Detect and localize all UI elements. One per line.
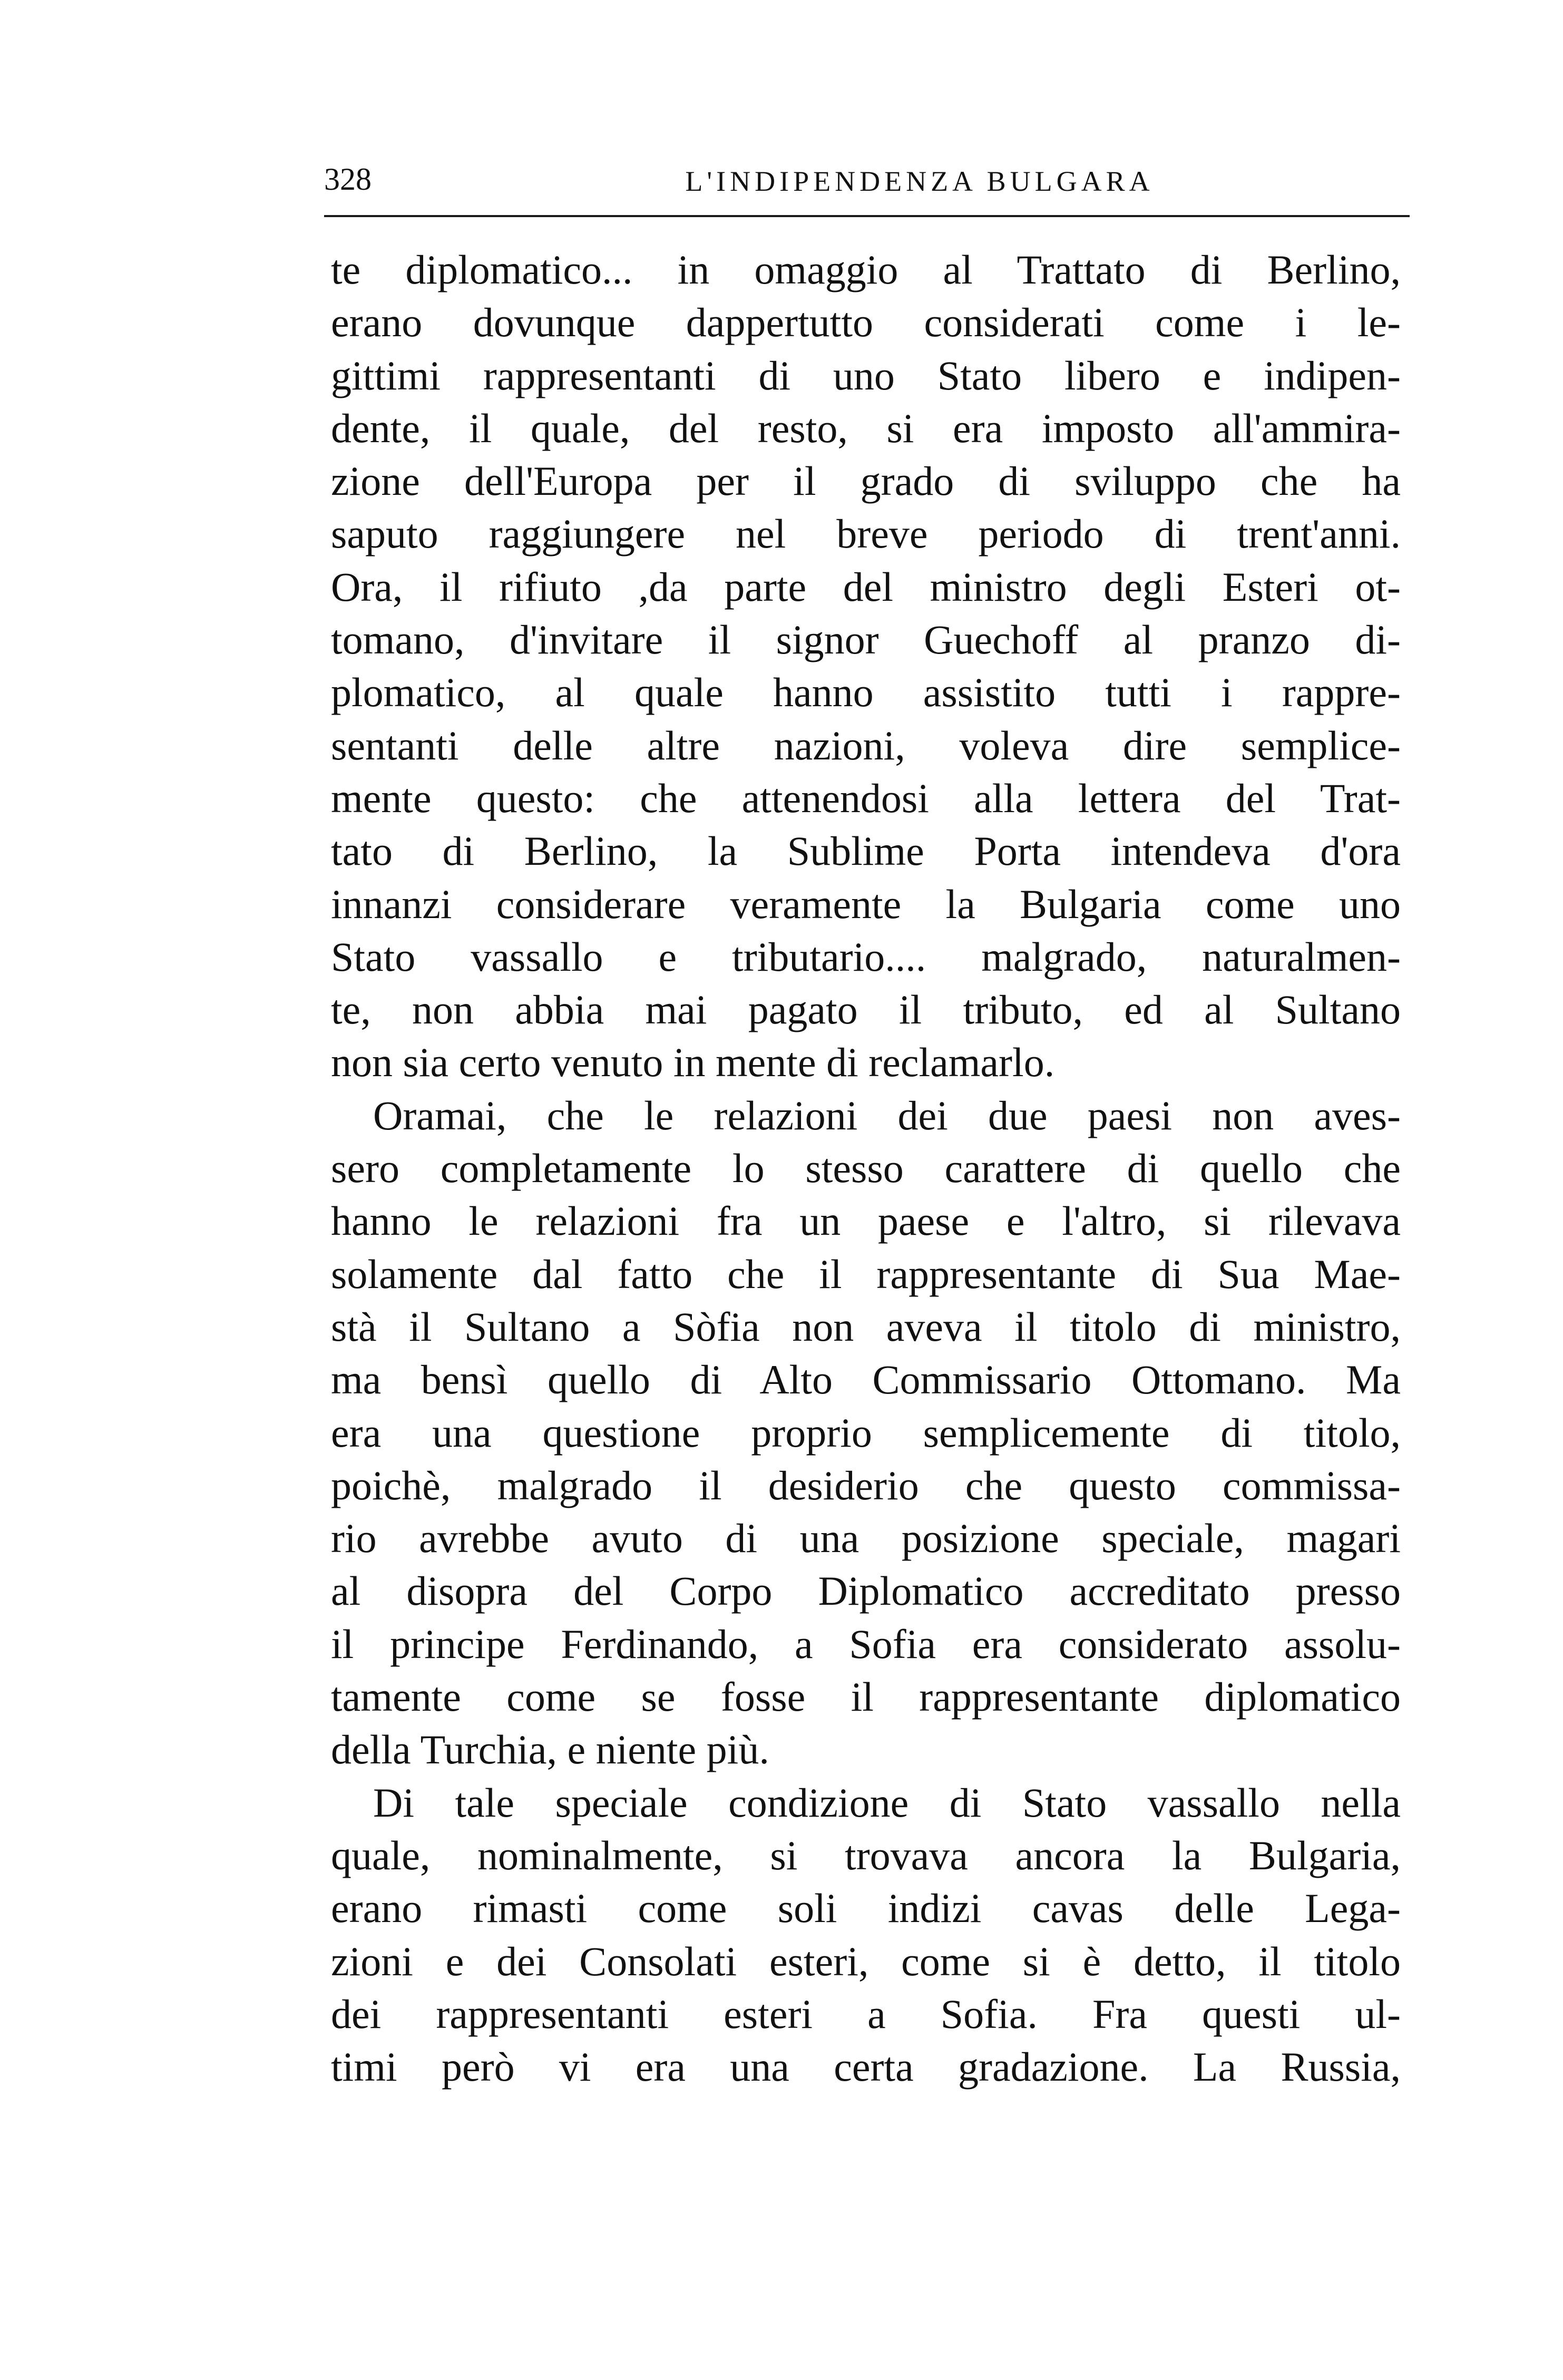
text-line: Ora, il rifiuto ,da parte del ministro degli Esteri ot- (331, 563, 1401, 610)
text-line: plomatico, al quale hanno assistito tutti i rappre- (331, 669, 1401, 716)
text-line: erano dovunque dappertutto considerati come i le- (331, 299, 1401, 346)
text-line: tamente come se fosse il rappresentante diplomatico (331, 1674, 1401, 1720)
text-line: Oramai, che le relazioni dei due paesi non aves- (373, 1092, 1401, 1138)
body-text (331, 243, 1401, 2093)
text-line: il principe Ferdinando, a Sofia era considerato assolu- (331, 1621, 1401, 1667)
text-line: sero completamente lo stesso carattere di quello che (331, 1145, 1401, 1192)
text-line: timi però vi era una certa gradazione. La Russia, (331, 2044, 1401, 2090)
text-line: erano rimasti come soli indizi cavas delle Lega- (331, 1885, 1401, 1932)
text-line: quale, nominalmente, si trovava ancora la Bulgaria, (331, 1832, 1401, 1878)
text-line: ma bensì quello di Alto Commissario Ottomano. Ma (331, 1357, 1401, 1403)
running-title: L'INDIPENDENZA BULGARA (685, 165, 1154, 197)
text-line: solamente dal fatto che il rappresentante di Sua Mae- (331, 1251, 1401, 1297)
text-line: tomano, d'invitare il signor Guechoff al pranzo di- (331, 617, 1401, 663)
text-line: tato di Berlino, la Sublime Porta intendeva d'ora (331, 828, 1401, 874)
text-line: dei rappresentanti esteri a Sofia. Fra questi ul- (331, 1991, 1401, 2037)
text-line: sentanti delle altre nazioni, voleva dire semplice- (331, 722, 1401, 768)
text-line: stà il Sultano a Sòfia non aveva il titolo di ministro, (331, 1303, 1401, 1350)
text-line: saputo raggiungere nel breve periodo di trent'anni. (331, 511, 1401, 557)
text-line: Stato vassallo e tributario.... malgrado, naturalmen- (331, 933, 1401, 980)
text-line: poichè, malgrado il desiderio che questo commissa- (331, 1462, 1401, 1508)
text-line: non sia certo venuto in mente di reclamarlo. (331, 1039, 1055, 1086)
text-line: innanzi considerare veramente la Bulgaria come uno (331, 881, 1401, 927)
text-line: mente questo: che attenendosi alla lettera del Trat- (331, 775, 1401, 821)
text-line: dente, il quale, del resto, si era imposto all'ammira- (331, 405, 1401, 451)
page-header (324, 158, 1410, 200)
text-line: era una questione proprio semplicemente di titolo, (331, 1409, 1401, 1456)
text-line: te, non abbia mai pagato il tributo, ed al Sultano (331, 987, 1401, 1033)
text-line: zione dell'Europa per il grado di sviluppo che ha (331, 458, 1401, 504)
text-line: zioni e dei Consolati esteri, come si è detto, il titolo (331, 1938, 1401, 1984)
text-line: te diplomatico... in omaggio al Trattato di Berlino, (331, 247, 1401, 292)
text-line: della Turchia, e niente più. (331, 1727, 769, 1773)
text-line: hanno le relazioni fra un paese e l'altro, si rilevava (331, 1198, 1401, 1244)
text-line: al disopra del Corpo Diplomatico accreditato presso (331, 1568, 1401, 1614)
page-number: 328 (324, 162, 372, 197)
header-rule (324, 215, 1410, 217)
text-line: Di tale speciale condizione di Stato vassallo nella (373, 1779, 1401, 1826)
text-line: rio avrebbe avuto di una posizione speciale, magari (331, 1515, 1401, 1562)
text-line: gittimi rappresentanti di uno Stato libero e indipen- (331, 352, 1401, 398)
